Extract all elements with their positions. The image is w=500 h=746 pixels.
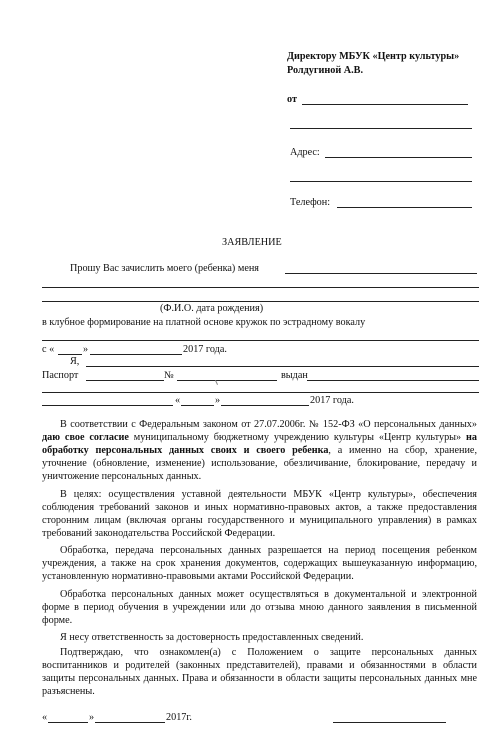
- club-blank-line[interactable]: [42, 340, 479, 341]
- p1-text-c: муниципальному бюджетному учреждению культуры «Центр культуры»: [128, 432, 467, 443]
- phone-line[interactable]: [337, 207, 472, 208]
- footer-date-close: »: [89, 712, 95, 723]
- issue-date-open: «: [175, 395, 181, 406]
- issue-date-close: »: [215, 395, 221, 406]
- addressee-line: Директору МБУК «Центр культуры»: [287, 51, 460, 62]
- from-label: от: [287, 94, 297, 105]
- addressee-name: Ролдугиной А.В.: [287, 65, 364, 76]
- passport-series-line[interactable]: [86, 380, 164, 381]
- issue-year: 2017 года.: [310, 395, 354, 406]
- signature-line[interactable]: [333, 722, 446, 723]
- number-sign: №: [164, 370, 174, 381]
- club-line: в клубное формирование на платной основе кружок по эстрадному вокалу: [42, 317, 366, 328]
- start-month-line[interactable]: [90, 354, 182, 355]
- p1-bold-consent: даю свое согласие: [42, 432, 129, 443]
- phone-label: Телефон:: [290, 197, 331, 208]
- paragraph-responsibility: Я несу ответственность за достоверность предоставленных сведений.: [60, 632, 364, 643]
- footer-month-line[interactable]: [95, 722, 165, 723]
- issue-place-line[interactable]: [42, 405, 173, 406]
- address-line[interactable]: [325, 157, 472, 158]
- date-suffix: 2017 года.: [183, 344, 227, 355]
- blank-line[interactable]: [290, 128, 472, 129]
- footer-year: 2017г.: [166, 712, 192, 723]
- page-title: ЗАЯВЛЕНИЕ: [222, 237, 282, 248]
- fio-hint: (Ф.И.О. дата рождения): [160, 303, 264, 314]
- date-prefix: с «: [42, 344, 55, 355]
- ya-label: Я,: [70, 356, 80, 367]
- name-line-2[interactable]: [42, 287, 479, 288]
- paragraph-period: Обработка, передача персональных данных разрешается на период посещения ребенком учреждения, а также на срок хранения документов, содержащих вышеуказанную информацию, установленную нормативно-правовыми актами Российской Федерации.: [42, 545, 477, 582]
- issued-label: выдан: [281, 370, 308, 381]
- paragraph-consent: [42, 418, 477, 483]
- from-line[interactable]: [302, 104, 468, 105]
- request-line: Прошу Вас зачислить моего (ребенка) меня: [70, 263, 259, 274]
- issued-by-line[interactable]: [307, 380, 479, 381]
- paragraph-acknowledgement: Подтверждаю, что ознакомлен(а) с Положением о защите персональных данных воспитанников и родителей (законных представителей), правами и обязанностями в области защиты персональных данных. Права и обязанности в области защиты персональных данных мне разъяснены.: [42, 647, 477, 697]
- paragraph-purpose: В целях: осуществления уставной деятельности МБУК «Центр культуры», обеспечения соблюдения требований законов и иных нормативно-правовых актов, а также предоставления сторонним лицам (включая органы государственного и муниципального управления) в рамках требований законодательства Российской Федерации.: [42, 489, 477, 539]
- passport-number-line[interactable]: [177, 380, 277, 381]
- issue-month-line[interactable]: [221, 405, 309, 406]
- footer-day-line[interactable]: [48, 722, 88, 723]
- paragraph-form: Обработка персональных данных может осуществляться в документальной и электронной форме в период обучения в учреждении или до отзыва мною данного заявления в письменной форме.: [42, 589, 477, 626]
- date-mid: »: [83, 344, 89, 355]
- p1-text-e: , а именно на сбор, хранение, уточнение (обновление, изменение) использование, обезличивание, блокирование, передачу и уничтожение персональных данных.: [42, 445, 478, 482]
- name-line[interactable]: [285, 273, 477, 274]
- consenter-name-line[interactable]: [86, 366, 479, 367]
- address-label: Адрес:: [290, 147, 320, 158]
- p1-bold-processing: на обработку персональных данных своих и своего ребенка: [42, 432, 477, 456]
- address-line-2[interactable]: [290, 181, 472, 182]
- p1-text-a: В соответствии с Федеральным законом от 27.07.2006г. № 152-ФЗ «О персональных данных»: [60, 419, 477, 430]
- passport-label: Паспорт: [42, 370, 79, 381]
- issue-day-line[interactable]: [181, 405, 214, 406]
- issued-by-line-2[interactable]: [42, 392, 479, 393]
- footer-date-open: «: [42, 712, 48, 723]
